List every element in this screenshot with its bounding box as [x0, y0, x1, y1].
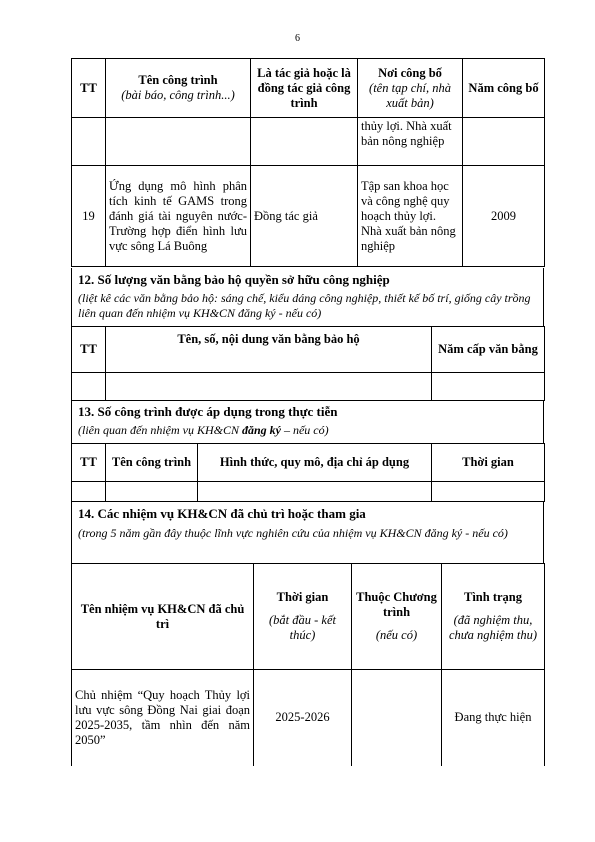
col-time-sub: (bắt đầu - kết thúc): [269, 613, 336, 642]
section-14-subtitle: (trong 5 năm gần đây thuộc lĩnh vực nghiên cứu của nhiệm vụ KH&CN đăng ký - nếu có): [78, 526, 508, 540]
section-13-heading: [71, 400, 544, 443]
col-author: Là tác giả hoặc là đồng tác giả công trình: [251, 59, 358, 118]
cell-publisher: Tập san khoa học và công nghệ quy hoạch thủy lợi. Nhà xuất bản nông nghiệp: [358, 166, 463, 267]
cell-year: [463, 118, 545, 166]
col-time: [254, 564, 352, 670]
col-program-label: Thuộc Chương trình: [356, 590, 437, 619]
col-year: Năm công bố: [463, 59, 545, 118]
table-row: [72, 166, 545, 267]
cell-time: [432, 482, 545, 502]
cell-tt: [72, 118, 106, 166]
cell-year: [432, 373, 545, 401]
table-row: [72, 482, 545, 502]
col-content: Tên, số, nội dung văn bằng bảo hộ: [106, 327, 432, 373]
col-status-sub: (đã nghiệm thu, chưa nghiệm thu): [448, 613, 538, 642]
col-program-sub: (nếu có): [375, 628, 418, 642]
cell-tt: [72, 482, 106, 502]
col-name: [106, 59, 251, 118]
section-13-subtitle-post: – nếu có): [280, 423, 329, 437]
cell-program: [352, 670, 442, 766]
cell-status: Đang thực hiện: [442, 670, 545, 766]
col-name: Tên nhiệm vụ KH&CN đã chủ trì: [72, 564, 254, 670]
table-header-row: [72, 564, 545, 670]
col-name-label: Tên công trình: [138, 73, 218, 87]
cell-time: 2025-2026: [254, 670, 352, 766]
cell-author: [251, 118, 358, 166]
col-publisher-label: Nơi công bố: [378, 65, 442, 80]
section-12-title: 12. Số lượng văn bằng bảo hộ quyền sở hữu công nghiệp: [78, 272, 390, 287]
col-publisher-sub: (tên tạp chí, nhà xuất bản): [369, 80, 451, 110]
table-row: [72, 118, 545, 166]
cell-year: 2009: [463, 166, 545, 267]
table-row: [72, 670, 545, 766]
publications-table: [71, 58, 545, 267]
col-name-sub: (bài báo, công trình...): [121, 88, 235, 102]
col-program: [352, 564, 442, 670]
col-tt: TT: [72, 444, 106, 482]
section-12-subtitle: (liệt kê các văn bằng bảo hộ: sáng chế, kiểu dáng công nghiệp, thiết kế bố trí, giống cây trồng liên quan đến nhiệm vụ KH&CN đăng ký - nếu có): [78, 291, 531, 320]
col-time-label: Thời gian: [276, 590, 329, 604]
cell-tt: 19: [72, 166, 106, 267]
section-12-heading: [71, 268, 544, 326]
projects-table: [71, 563, 545, 766]
cell-name: Ứng dụng mô hình phân tích kinh tế GAMS trong đánh giá tài nguyên nước-Trường hợp điển hình lưu vực sông Lá Buông: [106, 166, 251, 267]
cell-name: [106, 118, 251, 166]
col-publisher: [358, 59, 463, 118]
section-14-heading: [71, 501, 544, 563]
table-header-row: [72, 59, 545, 118]
col-form: Hình thức, quy mô, địa chỉ áp dụng: [198, 444, 432, 482]
col-name: Tên công trình: [106, 444, 198, 482]
section-14-title: 14. Các nhiệm vụ KH&CN đã chủ trì hoặc tham gia: [78, 506, 366, 521]
section-13-subtitle-bold: đăng ký: [241, 423, 281, 437]
table-header-row: [72, 327, 545, 373]
cell-name: Chủ nhiệm “Quy hoạch Thủy lợi lưu vực sông Đồng Nai giai đoạn 2025-2035, tầm nhìn đến năm 2050”: [72, 670, 254, 766]
table-row: [72, 373, 545, 401]
cell-tt: [72, 373, 106, 401]
cell-form: [198, 482, 432, 502]
patents-table: [71, 326, 545, 401]
section-13-title: 13. Số công trình được áp dụng trong thực tiễn: [78, 404, 338, 419]
col-tt: TT: [72, 59, 106, 118]
cell-name: [106, 482, 198, 502]
cell-content: [106, 373, 432, 401]
col-tt: TT: [72, 327, 106, 373]
col-year: Năm cấp văn bằng: [432, 327, 545, 373]
table-header-row: [72, 444, 545, 482]
col-status-label: Tình trạng: [463, 590, 522, 604]
section-13-subtitle: [72, 423, 543, 438]
page-number: 6: [295, 33, 300, 44]
col-status: [442, 564, 545, 670]
section-13-subtitle-pre: (liên quan đến nhiệm vụ KH&CN: [78, 423, 242, 437]
cell-author: Đồng tác giả: [251, 166, 358, 267]
cell-publisher: thủy lợi. Nhà xuất bản nông nghiệp: [358, 118, 463, 166]
col-time: Thời gian: [432, 444, 545, 482]
applied-works-table: [71, 443, 545, 502]
